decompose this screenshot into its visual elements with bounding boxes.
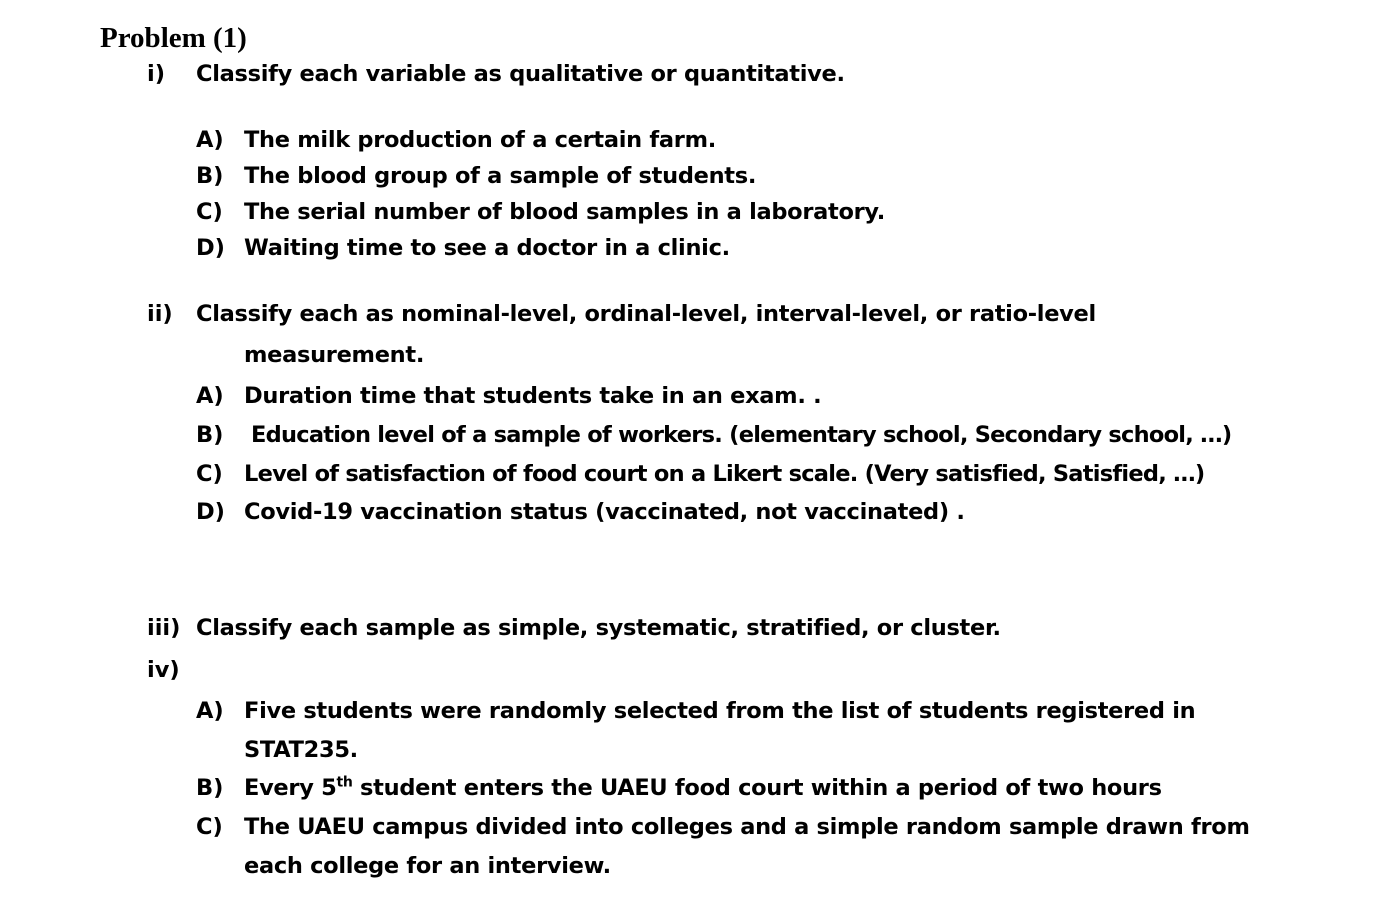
item-text: The serial number of blood samples in a laboratory.: [244, 199, 885, 225]
item-text: Five students were randomly selected from the list of students registered in: [244, 698, 1196, 724]
item-label: B): [196, 163, 224, 189]
item-text: The blood group of a sample of students.: [244, 163, 757, 189]
section-number: iv): [147, 657, 180, 683]
section-heading-continued: measurement.: [244, 342, 425, 368]
item-label: A): [196, 383, 224, 409]
item-label: B): [196, 422, 224, 448]
item-text-continued: each college for an interview.: [244, 853, 611, 879]
item-text: Education level of a sample of workers. (elementary school, Secondary school, …): [251, 422, 1232, 448]
item-text-continued: STAT235.: [244, 737, 358, 763]
item-label: D): [196, 499, 225, 525]
item-label: C): [196, 199, 223, 225]
section-heading: Classify each as nominal-level, ordinal-level, interval-level, or ratio-level: [196, 301, 1096, 327]
item-text: Covid-19 vaccination status (vaccinated, not vaccinated) .: [244, 499, 965, 525]
section-number: ii): [147, 301, 173, 327]
item-text: Duration time that students take in an exam. .: [244, 383, 822, 409]
item-text: Waiting time to see a doctor in a clinic.: [244, 235, 730, 261]
section-number: i): [147, 61, 165, 87]
section-number: iii): [147, 615, 181, 641]
section-heading: Classify each variable as qualitative or quantitative.: [196, 61, 845, 87]
item-label: D): [196, 235, 225, 261]
item-text-part: Every 5: [244, 775, 337, 801]
item-label: C): [196, 461, 223, 487]
item-label: B): [196, 775, 224, 801]
item-text: Level of satisfaction of food court on a Likert scale. (Very satisfied, Satisfied, …): [244, 461, 1205, 487]
item-text: The milk production of a certain farm.: [244, 127, 716, 153]
page-title: Problem (1): [100, 22, 247, 54]
item-text-part: student enters the UAEU food court within a period of two hours: [352, 775, 1162, 801]
item-text: The UAEU campus divided into colleges and a simple random sample drawn from: [244, 814, 1250, 840]
section-heading: Classify each sample as simple, systematic, stratified, or cluster.: [196, 615, 1001, 641]
item-label: A): [196, 127, 224, 153]
item-label: C): [196, 814, 223, 840]
item-text: [244, 773, 1162, 803]
item-label: A): [196, 698, 224, 724]
ordinal-suffix: th: [336, 774, 353, 791]
